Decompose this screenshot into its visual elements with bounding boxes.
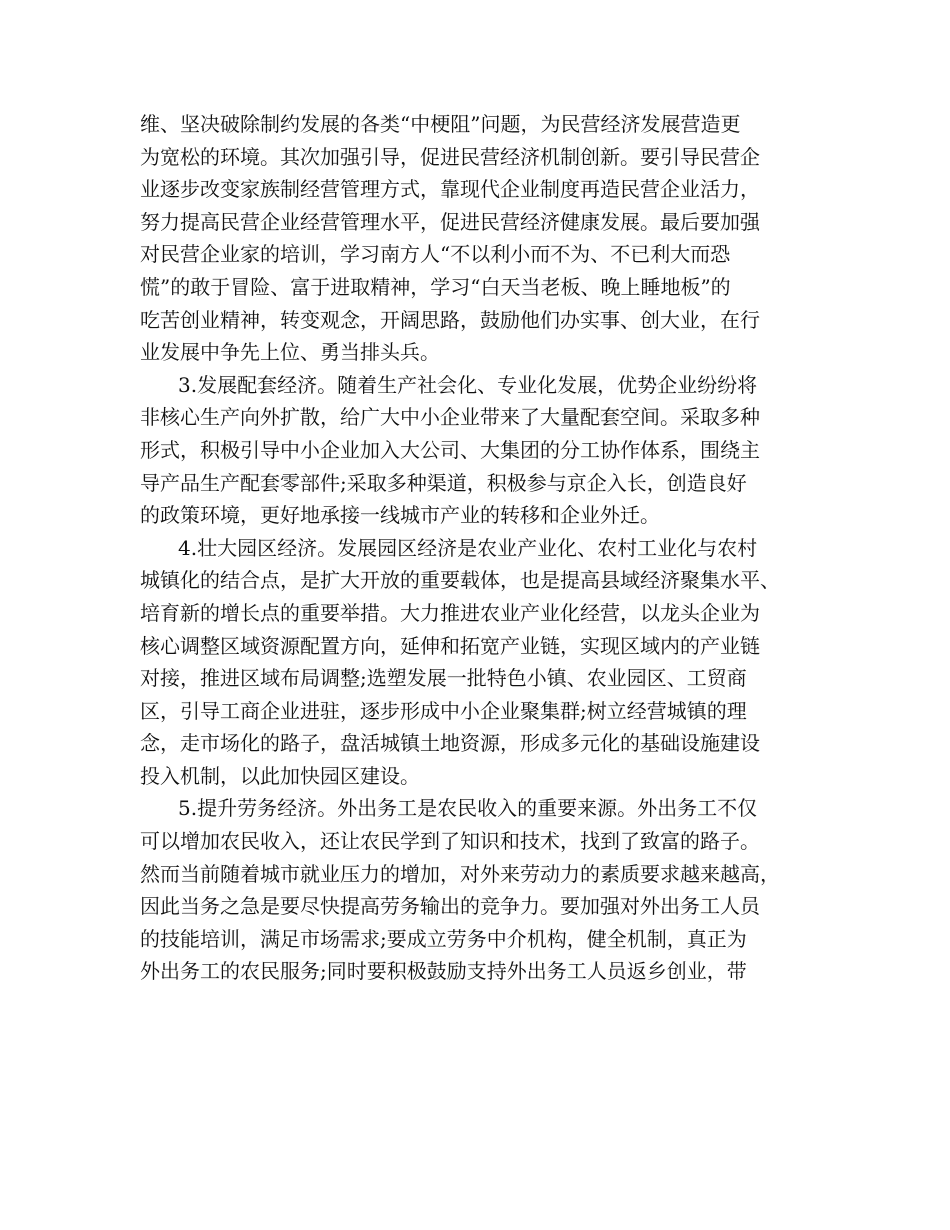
text-line: 非核心生产向外扩散，给广大中小企业带来了大量配套空间。采取多种 bbox=[140, 405, 760, 430]
text-line-indented: 4.壮大园区经济。发展园区经济是农业产业化、农村工业化与农村 bbox=[178, 535, 758, 560]
text-line: 对民营企业家的培训，学习南方人“不以利小而不为、不已利大而恐 bbox=[140, 242, 731, 267]
text-line: 慌”的敢于冒险、富于进取精神，学习“白天当老板、晚上睡地板”的 bbox=[140, 274, 731, 299]
text-line: 对接，推进区域布局调整;选塑发展一批特色小镇、农业园区、工贸商 bbox=[140, 666, 747, 691]
text-line: 吃苦创业精神，转变观念，开阔思路，鼓励他们办实事、创大业，在行 bbox=[140, 307, 760, 332]
text-line: 维、坚决破除制约发展的各类“中梗阻”问题，为民营经济发展营造更 bbox=[140, 112, 741, 136]
text-line: 投入机制，以此加快园区建设。 bbox=[140, 763, 420, 788]
text-line: 努力提高民营企业经营管理水平，促进民营经济健康发展。最后要加强 bbox=[140, 209, 760, 234]
text-line: 外出务工的农民服务;同时要积极鼓励支持外出务工人员返乡创业，带 bbox=[140, 959, 747, 984]
document-body bbox=[140, 108, 830, 988]
text-line: 可以增加农民收入，还让农民学到了知识和技术，找到了致富的路子。 bbox=[140, 829, 760, 854]
text-line: 为宽松的环境。其次加强引导，促进民营经济机制创新。要引导民营企 bbox=[140, 144, 760, 169]
text-line: 然而当前随着城市就业压力的增加，对外来劳动力的素质要求越来越高， bbox=[140, 861, 780, 886]
text-line: 培育新的增长点的重要举措。大力推进农业产业化经营，以龙头企业为 bbox=[140, 600, 760, 625]
text-line: 的政策环境，更好地承接一线城市产业的转移和企业外迁。 bbox=[140, 503, 660, 528]
text-line: 区，引导工商企业进驻，逐步形成中小企业聚集群;树立经营城镇的理 bbox=[140, 698, 747, 723]
text-line-indented: 5.提升劳务经济。外出务工是农民收入的重要来源。外出务工不仅 bbox=[178, 796, 758, 821]
text-line-indented: 3.发展配套经济。随着生产社会化、专业化发展，优势企业纷纷将 bbox=[178, 372, 758, 397]
paragraph-labor-economy bbox=[140, 792, 830, 988]
text-line: 核心调整区域资源配置方向，延伸和拓宽产业链，实现区域内的产业链 bbox=[140, 633, 760, 658]
text-line: 念，走市场化的路子，盘活城镇土地资源，形成多元化的基础设施建设 bbox=[140, 731, 760, 756]
text-line: 业发展中争先上位、勇当排头兵。 bbox=[140, 340, 440, 365]
paragraph-supporting-economy bbox=[140, 369, 830, 532]
text-line: 业逐步改变家族制经营管理方式，靠现代企业制度再造民营企业活力， bbox=[140, 177, 760, 202]
paragraph-park-economy bbox=[140, 532, 830, 793]
text-line: 形式，积极引导中小企业加入大公司、大集团的分工协作体系，围绕主 bbox=[140, 437, 760, 462]
text-line: 因此当务之急是要尽快提高劳务输出的竞争力。要加强对外出务工人员 bbox=[140, 894, 760, 919]
paragraph-private-economy bbox=[140, 108, 830, 369]
text-line: 的技能培训，满足市场需求;要成立劳务中介机构，健全机制，真正为 bbox=[140, 926, 747, 951]
text-line: 导产品生产配套零部件;采取多种渠道，积极参与京企入长，创造良好 bbox=[140, 470, 747, 495]
text-line: 城镇化的结合点，是扩大开放的重要载体，也是提高县域经济聚集水平、 bbox=[140, 568, 780, 593]
